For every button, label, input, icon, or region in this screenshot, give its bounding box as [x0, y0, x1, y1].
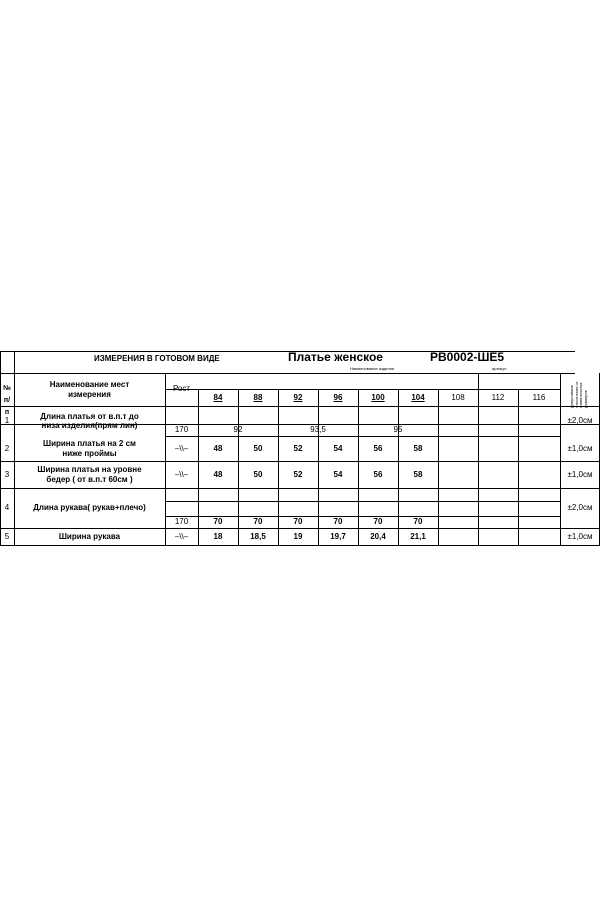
row-tolerance: ±2,0см	[567, 503, 593, 513]
row-value: 48	[213, 443, 223, 453]
row-value: 52	[293, 443, 303, 453]
row-value: 58	[413, 443, 423, 453]
size-header: 112	[491, 392, 505, 402]
row-height: –\\–	[174, 531, 189, 541]
row-value: 58	[413, 469, 423, 479]
row-value: 56	[373, 469, 383, 479]
size-header: 84	[213, 392, 223, 402]
row-tolerance: ±1,0см	[567, 531, 593, 541]
row-value: 70	[253, 517, 263, 527]
row-number: 5	[4, 531, 10, 541]
size-header: 104	[411, 392, 425, 402]
column-header-height: Рост	[172, 384, 191, 394]
row-value: 48	[213, 469, 223, 479]
row-name: Длина рукава( рукав+плечо)	[33, 503, 146, 513]
row-value: 70	[373, 517, 383, 527]
section-title: ИЗМЕРЕНИЯ В ГОТОВОМ ВИДЕ	[94, 354, 220, 363]
row-value-merged: 92	[233, 425, 243, 435]
row-tolerance: ±2,0см	[567, 416, 593, 426]
row-value: 70	[213, 517, 223, 527]
row-number: 4	[4, 503, 10, 513]
row-name: Ширина платья на уровне бедер ( от в.п.т 60см )	[37, 465, 142, 484]
row-value: 50	[253, 469, 263, 479]
row-value: 19	[293, 531, 303, 541]
row-value: 54	[333, 469, 343, 479]
column-header-name: Наименование мест измерения	[49, 380, 130, 399]
article-caption: артикул	[492, 366, 507, 371]
row-value-merged: 95	[393, 425, 403, 435]
size-header: 108	[451, 392, 465, 402]
row-value-merged: 93,5	[310, 425, 326, 435]
size-header: 96	[333, 392, 343, 402]
row-height: 170	[174, 517, 189, 527]
row-number: 1	[4, 416, 10, 426]
row-value: 70	[333, 517, 343, 527]
row-tolerance: ±1,0см	[567, 443, 593, 453]
row-value: 21,1	[410, 531, 426, 541]
row-height: –\\–	[174, 443, 189, 453]
row-value: 19,7	[330, 531, 346, 541]
row-value: 70	[293, 517, 303, 527]
size-header: 92	[293, 392, 303, 402]
row-value: 52	[293, 469, 303, 479]
row-tolerance: ±1,0см	[567, 469, 593, 479]
row-value: 70	[413, 517, 423, 527]
row-name: Длина платья от в.п.т до низа изделия(прям лин)	[40, 411, 139, 430]
row-value: 50	[253, 443, 263, 453]
row-height: –\\–	[174, 469, 189, 479]
row-value: 20,4	[370, 531, 386, 541]
row-number: 3	[4, 469, 10, 479]
product-name-caption: Наименование изделия	[350, 366, 394, 371]
product-name: Платье женское	[288, 350, 383, 364]
row-name: Ширина платья на 2 см ниже проймы	[43, 439, 136, 458]
row-name: Ширина рукава	[58, 531, 121, 541]
row-value: 18,5	[250, 531, 266, 541]
article-number: РВ0002-ШЕ5	[430, 350, 505, 364]
column-header-number: № п/ п	[3, 384, 11, 416]
row-value: 54	[333, 443, 343, 453]
size-header: 88	[253, 392, 263, 402]
row-number: 2	[4, 443, 10, 453]
row-height: 170	[174, 425, 189, 435]
column-header-tolerance: Допустимые отклонения от номинальных размеров	[569, 381, 588, 408]
size-header: 100	[371, 392, 385, 402]
row-value: 18	[213, 531, 223, 541]
row-value: 56	[373, 443, 383, 453]
size-header: 116	[532, 392, 546, 402]
